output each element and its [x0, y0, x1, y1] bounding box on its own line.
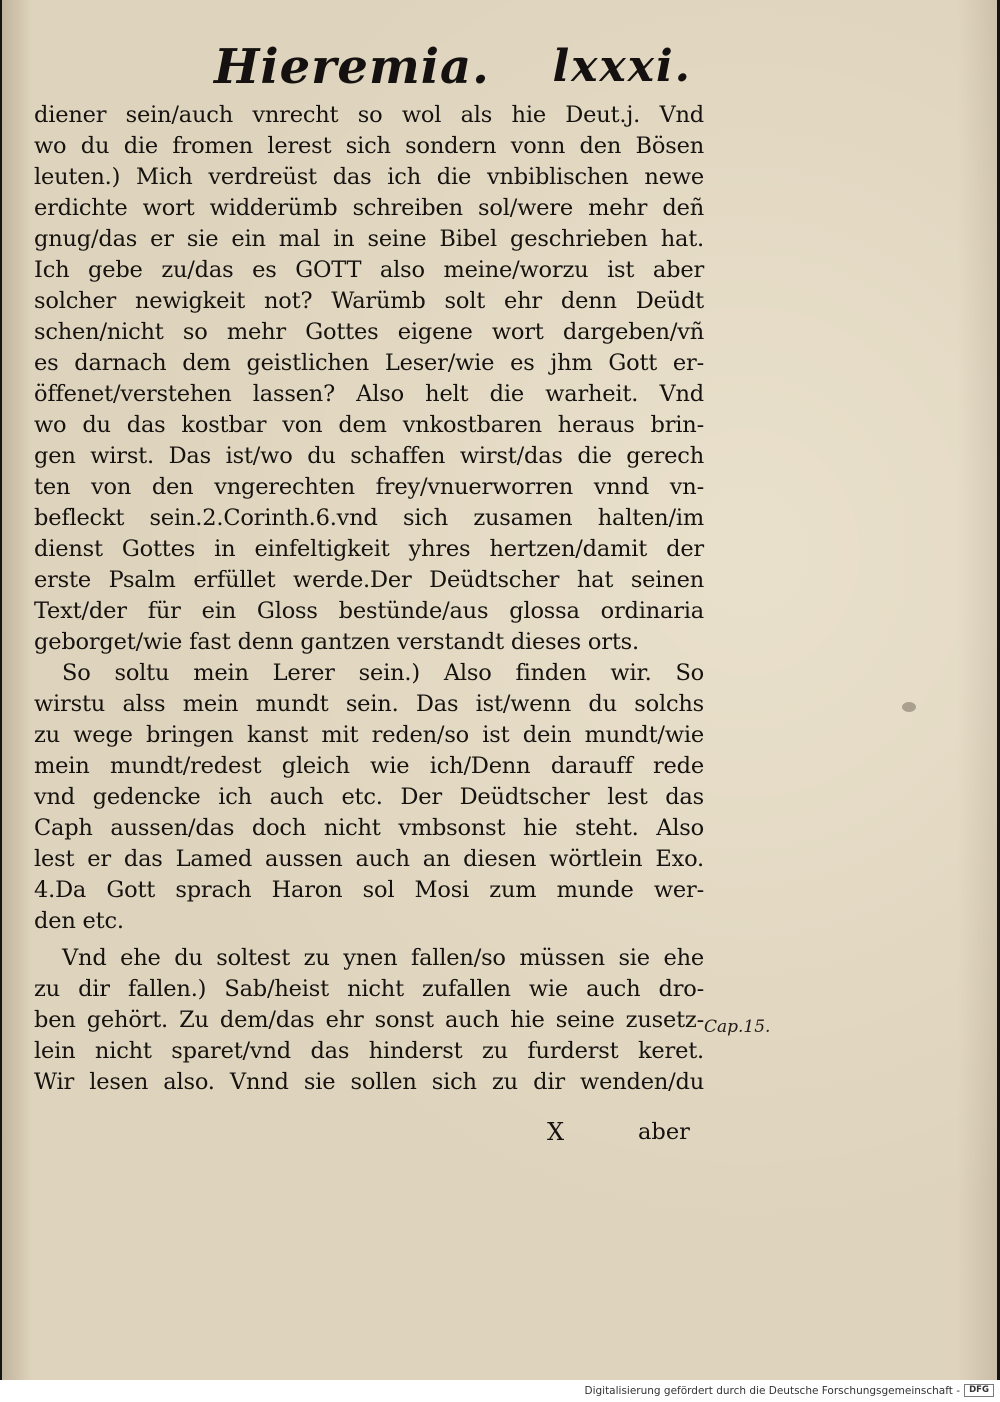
- text-line: gen wirst. Das ist/wo du schaffen wirst/das die gerech: [34, 443, 704, 469]
- footer-bar: [0, 1380, 1000, 1402]
- folio-number: lxxxi.: [552, 41, 692, 92]
- text-line: Ich gebe zu/das es GOTT also meine/worzu ist aber: [34, 257, 704, 283]
- text-line: wo du die fromen lerest sich sondern vonn den Bösen: [34, 133, 704, 159]
- text-line: zu wege bringen kanst mit reden/so ist dein mundt/wie: [34, 722, 704, 748]
- text-line: erdichte wort widderümb schreiben sol/were mehr deñ: [34, 195, 704, 221]
- running-title: Hieremia.: [214, 39, 490, 95]
- text-line: dienst Gottes in einfeltigkeit yhres hertzen/damit der: [34, 536, 704, 562]
- text-line: den etc.: [34, 908, 124, 934]
- text-line: schen/nicht so mehr Gottes eigene wort dargeben/vñ: [34, 319, 704, 345]
- signature-mark: X: [547, 1118, 565, 1146]
- text-line: solcher newigkeit not? Warümb solt ehr denn Deüdt: [34, 288, 704, 314]
- text-line: befleckt sein.2.Corinth.6.vnd sich zusamen halten/im: [34, 505, 704, 531]
- text-line: ten von den vngerechten frey/vnuerworren vnnd vn-: [34, 474, 704, 500]
- text-line: gnug/das er sie ein mal in seine Bibel geschrieben hat.: [34, 226, 704, 252]
- text-line: zu dir fallen.) Sab/heist nicht zufallen wie auch dro-: [34, 976, 704, 1002]
- body-text: [34, 100, 704, 1098]
- text-line: erste Psalm erfüllet werde.Der Deüdtscher hat seinen: [34, 567, 704, 593]
- catchword: aber: [638, 1119, 690, 1145]
- text-line: lein nicht sparet/vnd das hinderst zu furderst keret.: [34, 1038, 704, 1064]
- funding-note: Digitalisierung gefördert durch die Deutsche Forschungsgemeinschaft -: [584, 1385, 960, 1397]
- text-line: wirstu alss mein mundt sein. Das ist/wenn du solchs: [34, 691, 704, 717]
- text-line: wo du das kostbar von dem vnkostbaren heraus brin-: [34, 412, 704, 438]
- text-line: Caph aussen/das doch nicht vmbsonst hie steht. Also: [34, 815, 704, 841]
- text-line: leuten.) Mich verdreüst das ich die vnbiblischen newe: [34, 164, 704, 190]
- page-header: [214, 36, 692, 98]
- dfg-logo: DFG: [964, 1384, 994, 1397]
- text-line: ben gehört. Zu dem/das ehr sonst auch hie seine zusetz-: [34, 1007, 704, 1033]
- text-line: mein mundt/redest gleich wie ich/Denn darauff rede: [34, 753, 704, 779]
- text-line: So soltu mein Lerer sein.) Also finden wir. So: [62, 660, 704, 686]
- text-line: lest er das Lamed aussen auch an diesen wörtlein Exo.: [34, 846, 704, 872]
- text-line: Text/der für ein Gloss bestünde/aus glossa ordinaria: [34, 598, 704, 624]
- text-line: vnd gedencke ich auch etc. Der Deüdtscher lest das: [34, 784, 704, 810]
- text-line: diener sein/auch vnrecht so wol als hie Deut.j. Vnd: [34, 102, 704, 128]
- book-page: [2, 0, 997, 1380]
- text-line: 4.Da Gott sprach Haron sol Mosi zum munde wer-: [34, 877, 704, 903]
- margin-note: Cap.15.: [704, 1017, 771, 1037]
- text-line: Vnd ehe du soltest zu ynen fallen/so müssen sie ehe: [62, 945, 704, 971]
- text-line: öffenet/verstehen lassen? Also helt die warheit. Vnd: [34, 381, 704, 407]
- ink-smudge: [902, 702, 916, 712]
- text-line: geborget/wie fast denn gantzen verstandt dieses orts.: [34, 629, 639, 655]
- text-line: es darnach dem geistlichen Leser/wie es jhm Gott er-: [34, 350, 704, 376]
- text-line: Wir lesen also. Vnnd sie sollen sich zu dir wenden/du: [34, 1069, 704, 1095]
